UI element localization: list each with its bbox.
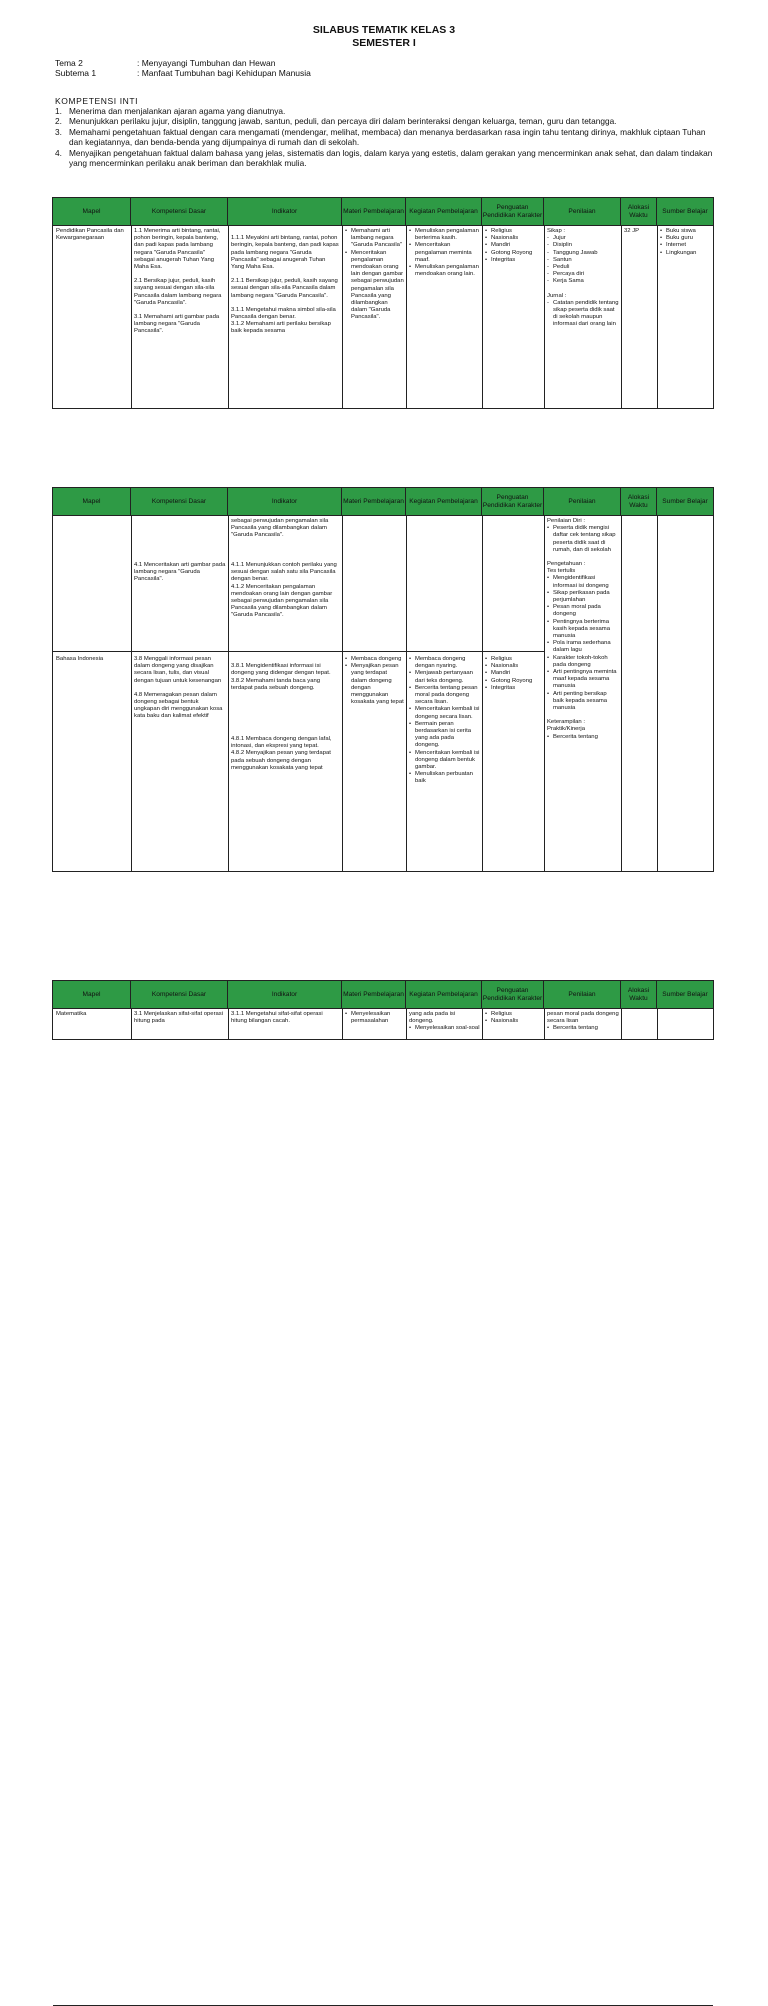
header-mapel: Mapel <box>53 488 131 515</box>
materi-cell: • Membaca dongeng • Menyajikan pesan yang terdapat dalam dongeng dengan menggunakan kosakata yang tepat <box>345 656 404 706</box>
indikator-cell: 3.1.1 Mengetahui sifat-sifat operasi hitung bilangan cacah. <box>231 1011 323 1025</box>
sumber-cell: • Buku siswa • Buku guru • Internet • Lingkungan <box>660 228 713 257</box>
indikator-4-1: 4.1.1 Menunjukkan contoh perilaku yang sesuai dengan salah satu sila Pancasila dengan benar. 4.1.2 Menceritakan pengalaman mendoakan orang lain dengan gambar sebagai perwujudan pengamalan sila Pancasila yang dilambangkan dalam "Garuda Pancasila". <box>231 562 337 619</box>
penilaian-cell: Penilaian Diri : • Peserta didik mengisi daftar cek tentang sikap peserta didik saat di rumah, dan di sekolah Pengetahuan : Tes tertulis • Mengidentifikasi informasi isi dongeng • Sikap perikasan pada perjumlahan • Pesan moral pada dongeng • Pentingnya berterima kasih kepada sesama manusia • Pola irama sederhana dalam lagu • Karakter tokoh-tokoh pada dongeng • Arti pentingnya meminta maaf kepada sesama manusia • Arti penting bersikap baik kepada sesama manusia Keterampilan : Praktik/Kinerja • Bercerita tentang <box>547 518 619 741</box>
syllabus-table-2 <box>52 487 714 872</box>
table-header <box>53 198 713 226</box>
header-penilaian: Penilaian <box>544 981 621 1008</box>
indikator-cell: 3.8.1 Mengidentifikasi informasi isi dongeng yang didengar dengan tepat. 3.8.2 Memahami tanda baca yang terdapat pada sebuah dongeng. 4.8.1 Membaca dongeng dengan lafal, intonasi, dan ekspresi yang tepat. 4.8.2 Menyajikan pesan yang terdapat pada sebuah dongeng dengan menggunakan kosakata yang tepat <box>231 663 332 771</box>
header-kd: Kompetensi Dasar <box>131 981 228 1008</box>
title-line-2: SEMESTER I <box>352 37 416 49</box>
meta-subtema-key: Subtema 1 <box>55 68 97 78</box>
header-karakter: Penguatan Pendidikan Karakter <box>482 198 544 225</box>
header-karakter: Penguatan Pendidikan Karakter <box>482 981 544 1008</box>
kd-cell: 1.1 Menerima arti bintang, rantai, pohon beringin, kepala banteng, dan padi kapas pada lambang negara "Garuda Pancasila" sebagai anugerah Tuhan Yang Maha Esa. 2.1 Bersikap jujur, peduli, kasih sayang sesuai dengan sila-sila Pancasila dalam lambang negara "Garuda Pancasila". 3.1 Memahami arti gambar pada lambang negara "Garuda Pancasila". <box>134 228 222 335</box>
header-sumber: Sumber Belajar <box>662 990 708 998</box>
table-header <box>53 981 713 1009</box>
header-penilaian: Penilaian <box>544 198 621 225</box>
materi-cell: • Memahami arti lambang negara "Garuda Pancasila" • Menceritakan pengalaman mendoakan orang lain dengan gambar sebagai perwujudan pengamalan sila Pancasila yang dilambangkan dalam "Garuda Pancasila". <box>345 228 404 322</box>
kegiatan-cell: • Menuliskan pengalaman berterima kasih. • Menceritakan pengalaman meminta maaf. • Menuliskan pengalaman mendoakan orang lain. <box>409 228 480 278</box>
header-materi: Materi Pembelajaran <box>342 198 406 225</box>
header-alokasi: Alokasi Waktu <box>621 488 657 515</box>
ki-item: 4. Menyajikan pengetahuan faktual dalam bahasa yang jelas, sistematis dan logis, dalam karya yang estetis, dalam gerakan yang mencerminkan anak sehat, dan dalam tindakan yang mencerminkan perilaku anak beriman dan berakhlak mulia. <box>55 147 713 169</box>
header-mapel: Mapel <box>53 198 131 225</box>
header-penilaian: Penilaian <box>544 488 621 515</box>
syllabus-table-1 <box>52 197 714 409</box>
title-line-1: SILABUS TEMATIK KELAS 3 <box>312 24 456 36</box>
header-alokasi: Alokasi Waktu <box>621 198 657 225</box>
ki-item: 1. Menerima dan menjalankan ajaran agama yang dianutnya. <box>55 106 286 116</box>
header-kegiatan: Kegiatan Pembelajaran <box>406 981 482 1008</box>
page-title <box>0 24 768 50</box>
mapel-bahasa-indonesia: Bahasa Indonesia <box>56 656 104 662</box>
karakter-cell: • Religius • Nasionalis • Mandiri • Gotong Royong • Integritas <box>485 656 542 692</box>
header-kd: Kompetensi Dasar <box>131 488 228 515</box>
indikator-cell: 1.1.1 Meyakini arti bintang, rantai, pohon beringin, kepala banteng, dan padi kapas pada lambang negara "Garuda Pancasila" sebagai anugerah Tuhan Yang Maha Esa. 2.1.1 Bersikap jujur, peduli, kasih sayang sesuai dengan sila-sila Pancasila dalam lambang negara "Garuda Pancasila". 3.1.1 Mengetahui makna simbol sila-sila Pancasila dengan benar. 3.1.2 Memahami arti perilaku bersikap baik kepada sesama <box>231 235 339 335</box>
table-header <box>53 488 713 516</box>
kd-4-1: 4.1 Menceritakan arti gambar pada lambang negara "Garuda Pancasila". <box>134 562 226 583</box>
indikator-continued: sebagai perwujudan pengamalan sila Pancasila yang dilambangkan dalam "Garuda Pancasila". <box>231 518 329 539</box>
meta-tema-value: : Menyayangi Tumbuhan dan Hewan <box>137 58 276 68</box>
header-sumber: Sumber Belajar <box>662 207 708 215</box>
meta-subtema <box>55 68 311 79</box>
penilaian-cell: Sikap : - Jujur - Disiplin - Tanggung Jawab - Santun - Peduli - Percaya diri - Kerja Sama Jurnal : - Catatan pendidik tentang sikap peserta didik saat di sekolah maupun informasi dari orang lain <box>547 228 619 329</box>
kompetensi-inti-list <box>55 106 715 168</box>
syllabus-table-3 <box>52 980 714 1040</box>
kegiatan-cell: • Membaca dongeng dengan nyaring. • Menjawab pertanyaan dari teks dongeng. • Bercerita tentang pesan moral pada dongeng secara lisan. • Menceritakan kembali isi dongeng secara lisan. • Bermain peran berdasarkan isi cerita yang ada pada dongeng. • Menceritakan kembali isi dongeng dalam bentuk gambar. • Menuliskan perbuatan baik <box>409 656 480 786</box>
header-materi: Materi Pembelajaran <box>342 488 406 515</box>
header-materi: Materi Pembelajaran <box>342 981 406 1008</box>
alokasi-cell: 32 JP <box>624 228 640 234</box>
kompetensi-inti-heading: KOMPETENSI INTI <box>55 96 139 106</box>
header-kegiatan: Kegiatan Pembelajaran <box>406 488 482 515</box>
kegiatan-cell: • Menyelesaikan soal-soal <box>409 1025 480 1032</box>
ki-item: 3. Memahami pengetahuan faktual dengan cara mengamati (mendengar, melihat, membaca) dan menanya berdasarkan rasa ingin tahu tentang dirinya, makhluk ciptaan Tuhan dan kegiatannya, dan benda-benda yang dijumpainya di rumah dan di sekolah. <box>55 126 706 148</box>
ki-item: 2. Menunjukkan perilaku jujur, disiplin, tanggung jawab, santun, peduli, dan percaya diri dalam berinteraksi dengan keluarga, teman, guru dan tetangga. <box>55 116 617 127</box>
header-kegiatan: Kegiatan Pembelajaran <box>406 198 482 225</box>
header-indikator: Indikator <box>228 198 342 225</box>
meta-tema-key: Tema 2 <box>55 58 83 68</box>
header-indikator: Indikator <box>228 981 342 1008</box>
kd-cell: 3.1 Menjelaskan sifat-sifat operasi hitung pada <box>134 1011 224 1025</box>
header-kd: Kompetensi Dasar <box>131 198 228 225</box>
header-alokasi: Alokasi Waktu <box>621 981 657 1008</box>
kd-cell: 3.8 Menggali informasi pesan dalam dongeng yang disajikan secara lisan, tulis, dan visual dengan tujuan untuk kesenangan 4.8 Memeragakan pesan dalam dongeng sebagai bentuk ungkapan diri menggunakan kosa kata baku dan kalimat efektif <box>134 656 223 720</box>
kegiatan-continued: yang ada pada isi dongeng. <box>409 1011 456 1025</box>
mapel-matematika: Matematika <box>56 1011 87 1017</box>
header-sumber: Sumber Belajar <box>662 497 708 505</box>
mapel-pkn: Pendidikan Pancasila dan Kewarganegaraan <box>56 228 124 242</box>
header-mapel: Mapel <box>53 981 131 1008</box>
karakter-cell: • Religius • Nasionalis • Mandiri • Gotong Royong • Integritas <box>485 228 542 264</box>
materi-cell: • Menyelesaikan permasalahan <box>345 1011 404 1025</box>
header-indikator: Indikator <box>228 488 342 515</box>
meta-subtema-value: : Manfaat Tumbuhan bagi Kehidupan Manusia <box>137 68 311 78</box>
header-karakter: Penguatan Pendidikan Karakter <box>482 488 544 515</box>
penilaian-continued: pesan moral pada dongeng secara lisan • Bercerita tentang <box>547 1011 619 1033</box>
karakter-cell: • Religius • Nasionalis <box>485 1011 542 1025</box>
